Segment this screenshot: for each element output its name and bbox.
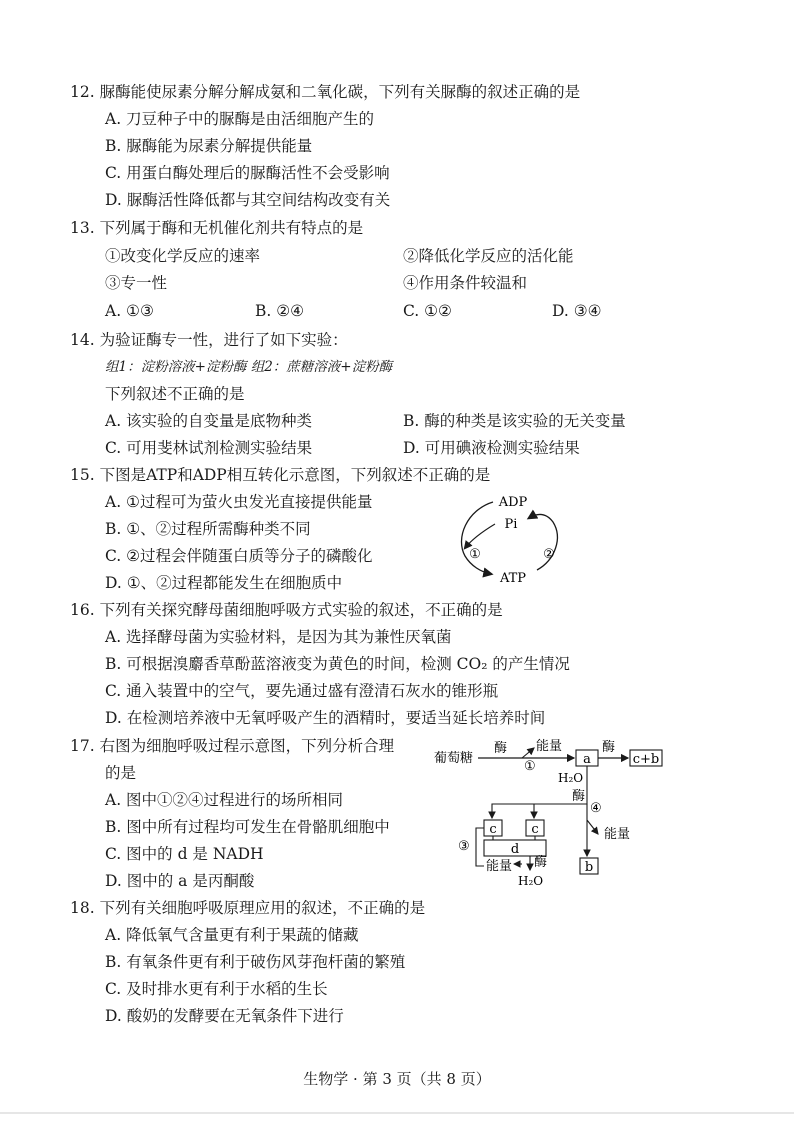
energy-label-3: 能量 [486, 859, 513, 874]
q18-option-c: C. 及时排水更有利于水稻的生长 [105, 980, 328, 998]
q18-stem: 18. 下列有关细胞呼吸原理应用的叙述，不正确的是 [70, 899, 426, 917]
adp-label: ADP [498, 495, 528, 510]
energy-label-4: 能量 [604, 827, 631, 842]
q16-option-c: C. 通入装置中的空气，要先通过盛有澄清石灰水的锥形瓶 [105, 682, 499, 700]
box-c-left-label: c [489, 822, 497, 837]
q17-stem: 17. 右图为细胞呼吸过程示意图，下列分析合理 [70, 737, 395, 755]
box-b-label: b [584, 860, 594, 875]
q14-groups: 组1：淀粉溶液+淀粉酶 组2：蔗糖溶液+淀粉酶 [105, 359, 393, 375]
arrow-pi-in [465, 524, 495, 548]
q12-option-b: B. 脲酶能为尿素分解提供能量 [105, 137, 313, 155]
q15-option-a: A. ①过程可为萤火虫发光直接提供能量 [105, 493, 373, 511]
q13-option-b: B. ②④ [255, 302, 305, 320]
q12-option-c: C. 用蛋白酶处理后的脲酶活性不会受影响 [105, 164, 390, 182]
q18-option-b: B. 有氧条件更有利于破伤风芽孢杆菌的繁殖 [105, 953, 406, 971]
box-d-label: d [510, 842, 520, 857]
cell-respiration-diagram [430, 738, 700, 888]
q18-option-a: A. 降低氧气含量更有利于果蔬的储藏 [105, 926, 359, 944]
q13-statement-4: ④作用条件较温和 [403, 274, 528, 292]
q13-option-a: A. ①③ [105, 302, 154, 320]
pi-label: Pi [504, 517, 518, 532]
q13-option-c: C. ①② [403, 302, 452, 320]
q15-option-b: B. ①、②过程所需酶种类不同 [105, 520, 311, 538]
page-bottom-edge [0, 1112, 794, 1114]
enzyme-label-4: 酶 [534, 855, 548, 870]
enzyme-label-3: 酶 [572, 789, 586, 804]
process-3-label: ③ [458, 839, 470, 854]
bracket-process-3 [476, 828, 484, 866]
box-c-right-label: c [531, 822, 539, 837]
q17-option-b: B. 图中所有过程均可发生在骨骼肌细胞中 [105, 818, 390, 836]
q17-option-a: A. 图中①②④过程进行的场所相同 [105, 791, 344, 809]
q18-option-d: D. 酸奶的发酵要在无氧条件下进行 [105, 1007, 344, 1025]
box-cb-label: c+b [632, 752, 660, 767]
atp-adp-cycle-diagram [445, 488, 580, 588]
q16-option-b: B. 可根据溴麝香草酚蓝溶液变为黄色的时间，检测 CO₂ 的产生情况 [105, 655, 570, 673]
q15-stem: 15. 下图是ATP和ADP相互转化示意图，下列叙述不正确的是 [70, 466, 491, 484]
q13-option-d: D. ③④ [552, 302, 602, 320]
q13-statement-3: ③专一性 [105, 274, 168, 292]
atp-label: ATP [499, 571, 527, 586]
h2o-label-1: H₂O [558, 771, 584, 785]
q14-subprompt: 下列叙述不正确的是 [105, 385, 245, 403]
q13-statement-2: ②降低化学反应的活化能 [403, 247, 574, 265]
glucose-label: 葡萄糖 [434, 751, 474, 766]
process-1-label: ① [524, 759, 536, 774]
q13-stem: 13. 下列属于酶和无机催化剂共有特点的是 [70, 219, 364, 237]
q14-option-c: C. 可用斐林试剂检测实验结果 [105, 439, 313, 457]
q15-option-d: D. ①、②过程都能发生在细胞质中 [105, 574, 343, 592]
q13-statement-1: ①改变化学反应的速率 [105, 247, 261, 265]
q14-stem: 14. 为验证酶专一性，进行了如下实验： [70, 331, 348, 349]
q16-option-a: A. 选择酵母菌为实验材料，是因为其为兼性厌氧菌 [105, 628, 452, 646]
arrow-process-1 [461, 502, 493, 574]
q17-stem-continued: 的是 [105, 764, 137, 782]
q12-option-a: A. 刀豆种子中的脲酶是由活细胞产生的 [105, 110, 375, 128]
enzyme-label-2: 酶 [602, 740, 616, 755]
page-footer: 生物学 · 第 3 页（共 8 页） [303, 1070, 491, 1088]
q12-option-d: D. 脲酶活性降低都与其空间结构改变有关 [105, 191, 391, 209]
q14-option-a: A. 该实验的自变量是底物种类 [105, 412, 313, 430]
process-1-label: ① [469, 547, 481, 562]
energy-out-arrow-1 [522, 748, 534, 758]
q15-option-c: C. ②过程会伴随蛋白质等分子的磷酸化 [105, 547, 373, 565]
q12-stem: 12. 脲酶能使尿素分解分解成氨和二氧化碳，下列有关脲酶的叙述正确的是 [70, 83, 581, 101]
q17-option-c: C. 图中的 d 是 NADH [105, 845, 264, 863]
energy-label-1: 能量 [536, 739, 563, 754]
enzyme-label-1: 酶 [494, 741, 508, 756]
q17-option-d: D. 图中的 a 是丙酮酸 [105, 872, 255, 890]
q16-option-d: D. 在检测培养液中无氧呼吸产生的酒精时，要适当延长培养时间 [105, 709, 546, 727]
q14-option-b: B. 酶的种类是该实验的无关变量 [403, 412, 626, 430]
q16-stem: 16. 下列有关探究酵母菌细胞呼吸方式实验的叙述，不正确的是 [70, 601, 503, 619]
process-4-label: ④ [590, 801, 602, 816]
h2o-label-2: H₂O [518, 874, 544, 888]
q14-option-d: D. 可用碘液检测实验结果 [403, 439, 580, 457]
process-2-label: ② [543, 547, 555, 562]
box-a-label: a [583, 752, 591, 767]
